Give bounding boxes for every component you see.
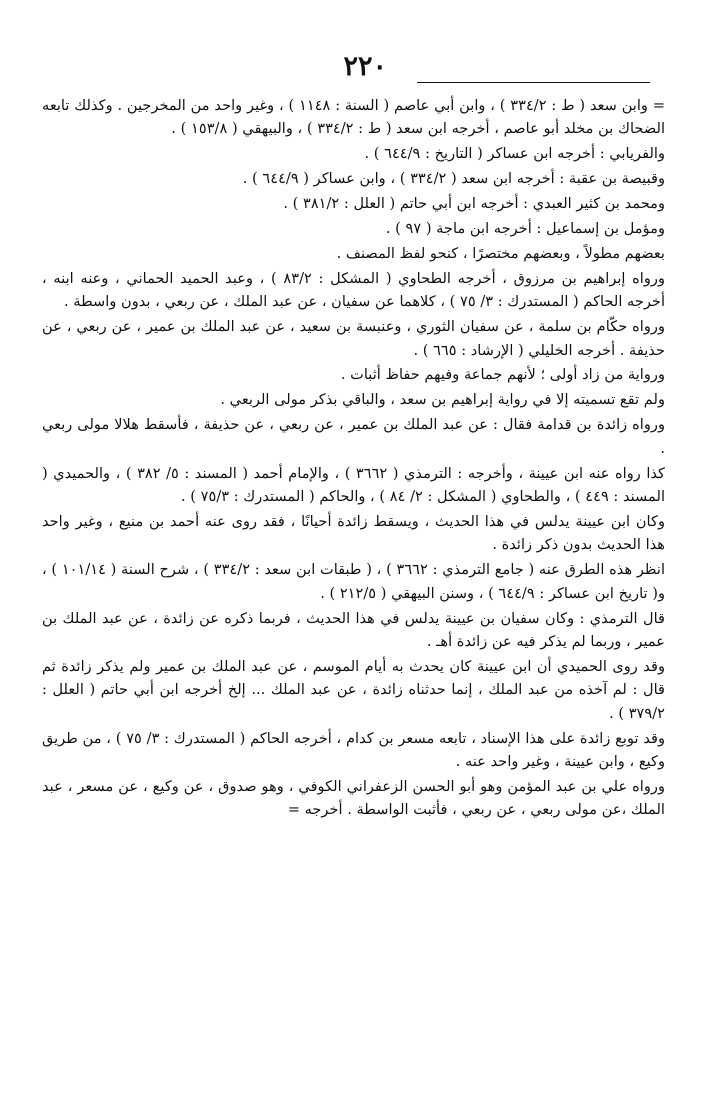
paragraph: وقد توبع زائدة على هذا الإسناد ، تابعه مسعر بن كدام ، أخرجه الحاكم ( المستدرك : ٣/ ٧٥ ) ، من طريق وكيع ، وابن عيينة ، وغير واحد عنه . <box>42 729 665 770</box>
paragraph: = وابن سعد ( ط : ٣٣٤/٢ ) ، وابن أبي عاصم ( السنة : ١١٤٨ ) ، وغير واحد من المخرجين . وكذلك تابعه الضحاك بن مخلد أبو عاصم ، أخرجه ابن سعد ( ط : ٣٣٤/٢ ) ، والبيهقي ( ١٥٣/٨ ) . <box>42 97 666 138</box>
paragraph: ورواه زائدة بن قدامة فقال : عن عبد الملك بن عمير ، عن ربعي ، عن حذيفة ، فأسقط هلالا مولى ربعي . <box>42 416 665 457</box>
paragraph: ومؤمل بن إسماعيل : أخرجه ابن ماجة ( ٩٧ ) . <box>385 220 665 238</box>
paragraph: قال الترمذي : وكان سفيان بن عيينة يدلس في هذا الحديث ، فربما ذكره عن زائدة ، عن عبد الملك بن عمير ، وربما لم يذكر فيه عن زائدة أهـ . <box>42 609 665 650</box>
paragraph: ورواه إبراهيم بن مرزوق ، أخرجه الطحاوي ( المشكل : ٨٣/٢ ) ، وعبد الحميد الحماني ، وعنه ابنه ، أخرجه الحاكم ( المستدرك : ٣/ ٧٥ ) ، كلاهما عن سفيان ، عن عبد الملك ، عن ربعي ، بدون واسطة . <box>42 269 665 311</box>
paragraph: بعضهم مطولاً ، وبعضهم مختصرًا ، كنحو لفظ المصنف . <box>336 244 665 262</box>
footnote-text <box>42 94 665 823</box>
paragraph: ولم تقع تسميته إلا في رواية إبراهيم بن سعد ، والباقي بذكر مولى الربعي . <box>220 391 665 409</box>
page-number: ٢٢٠ <box>343 51 387 82</box>
paragraph: انظر هذه الطرق عنه ( جامع الترمذي : ٣٦٦٢ ) ، ( طبقات ابن سعد : ٣٣٤/٢ ) ، شرح السنة ( ١٠١/١٤ ) ، و( تاريخ ابن عساكر : ٦٤٤/٩ ) ، وسنن البيهقي ( ٢١٢/٥ ) . <box>42 561 665 602</box>
paragraph: كذا رواه عنه ابن عيينة ، وأخرجه : الترمذي ( ٣٦٦٢ ) ، والإمام أحمد ( المسند : ٥/ ٣٨٢ ) ، والحميدي ( المسند : ٤٤٩ ) ، والطحاوي ( المشكل : ٢/ ٨٤ ) ، والحاكم ( المستدرك : ٧٥/٣ ) . <box>42 464 666 505</box>
header-rule <box>417 82 650 83</box>
paragraph: ورواية من زاد أولى ؛ لأنهم جماعة وفيهم حفاظ أثبات . <box>340 366 665 384</box>
paragraph: وكان ابن عيينة يدلس في هذا الحديث ، ويسقط زائدة أحيانًا ، فقد روى عنه أحمد بن منيع ، وغير واحد هذا الحديث بدون ذكر زائدة . <box>42 512 665 554</box>
paragraph: ورواه حكّام بن سلمة ، عن سفيان الثوري ، وعنبسة بن سعيد ، عن عبد الملك بن عمير ، عن ربعي ، عن حذيفة . أخرجه الخليلي ( الإرشاد : ٦٦٥ ) . <box>42 318 665 359</box>
paragraph: ورواه علي بن عبد المؤمن وهو أبو الحسن الزعفراني الكوفي ، وهو صدوق ، عن وكيع ، عن مسعر ، عبد الملك ،عن مولى ربعي ، عن ربعي ، فأثبت الواسطة . أخرجه = <box>42 777 665 819</box>
paragraph: وقبيصة بن عقبة : أخرجه ابن سعد ( ٣٣٤/٢ ) ، وابن عساكر ( ٦٤٤/٩ ) . <box>242 170 665 188</box>
paragraph: والفريابي : أخرجه ابن عساكر ( التاريخ : ٦٤٤/٩ ) . <box>364 145 665 163</box>
paragraph: وقد روى الحميدي أن ابن عيينة كان يحدث به أيام الموسم ، عن عبد الملك بن عمير ولم يذكر زائدة ثم قال : لم آخذه من عبد الملك ، إنما حدثناه زائدة ، عن عبد الملك ... إلخ أخرجه ابن أبي حاتم ( العلل : ٣٧٩/٢ ) . <box>42 657 665 722</box>
paragraph: ومحمد بن كثير العبدي : أخرجه ابن أبي حاتم ( العلل : ٣٨١/٢ ) . <box>283 195 665 213</box>
page-header <box>0 50 703 96</box>
